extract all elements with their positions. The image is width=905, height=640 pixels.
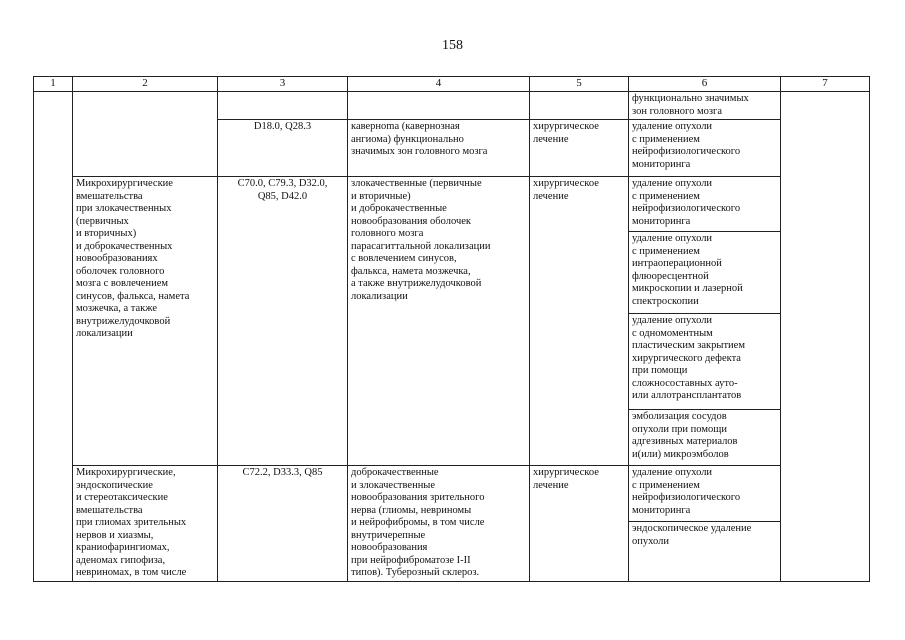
cell-model: злокачественные (первичные и вторичные) и доброкачественные новообразования оболочек головного мозга парасагиттальной локализации с вовлечением синусов, фалькса, намета мозжечка, а также внутрижелудочковой локализации (348, 177, 530, 466)
cell-model (348, 92, 530, 120)
cell-name: Микрохирургические, эндоскопические и стереотаксические вмешательства при глиомах зрительных нервов и хиазмы, краниофарингиомах, аденомах гипофиза, невриномах, в том числе (73, 466, 218, 582)
services-table (33, 76, 870, 582)
header-col-3: 3 (218, 77, 348, 92)
cell-treatment: удаление опухоли с применением интраоперационной флюоресцентной микроскопии и лазерной спектроскопии (629, 232, 781, 314)
cell-model: доброкачественные и злокачественные новообразования зрительного нерва (глиомы, невриномы и нейрофибромы, в том числе внутричерепные новообразования при нейрофиброматозе I-II типов). Туберозный склероз. (348, 466, 530, 582)
cell-treatment: удаление опухоли с применением нейрофизиологического мониторинга (629, 120, 781, 177)
cell-num (34, 466, 73, 582)
page-number: 158 (442, 38, 463, 53)
cell-treatment: эмболизация сосудов опухоли при помощи адгезивных материалов и(или) микроэмболов (629, 410, 781, 466)
cell-codes (218, 92, 348, 120)
cell-model: каверноma (кавернозная ангиома) функционально значимых зон головного мозга (348, 120, 530, 177)
cell-treatment: эндоскопическое удаление опухоли (629, 522, 781, 582)
cell-code-group (781, 466, 870, 582)
table-row (34, 92, 870, 120)
cell-type (530, 92, 629, 120)
header-col-7: 7 (781, 77, 870, 92)
cell-treatment: удаление опухоли с применением нейрофизиологического мониторинга (629, 466, 781, 522)
header-col-4: 4 (348, 77, 530, 92)
header-col-6: 6 (629, 77, 781, 92)
cell-treatment: функционально значимых зон головного мозга (629, 92, 781, 120)
cell-type: хирургическое лечение (530, 177, 629, 466)
cell-treatment: удаление опухоли с применением нейрофизиологического мониторинга (629, 177, 781, 232)
table-row (34, 177, 870, 232)
header-col-2: 2 (73, 77, 218, 92)
cell-name (73, 92, 218, 177)
cell-name: Микрохирургические вмешательства при злокачественных (первичных и вторичных) и доброкачественных новообразованиях оболочек головного мозга с вовлечением синусов, фалькса, намета мозжечка, а также внутрижелудочковой локализации (73, 177, 218, 466)
cell-treatment: удаление опухоли с одномоментным пластическим закрытием хирургического дефекта при помощи сложносоставных ауто- или аллотрансплантатов (629, 314, 781, 410)
cell-num (34, 177, 73, 466)
header-col-5: 5 (530, 77, 629, 92)
header-row (34, 77, 870, 92)
cell-num (34, 92, 73, 177)
cell-codes: D18.0, Q28.3 (218, 120, 348, 177)
cell-codes: C70.0, C79.3, D32.0, Q85, D42.0 (218, 177, 348, 466)
cell-codes: C72.2, D33.3, Q85 (218, 466, 348, 582)
table-row (34, 466, 870, 522)
header-col-1: 1 (34, 77, 73, 92)
cell-type: хирургическое лечение (530, 120, 629, 177)
cell-code-group (781, 92, 870, 177)
cell-type: хирургическое лечение (530, 466, 629, 582)
cell-code-group (781, 177, 870, 466)
